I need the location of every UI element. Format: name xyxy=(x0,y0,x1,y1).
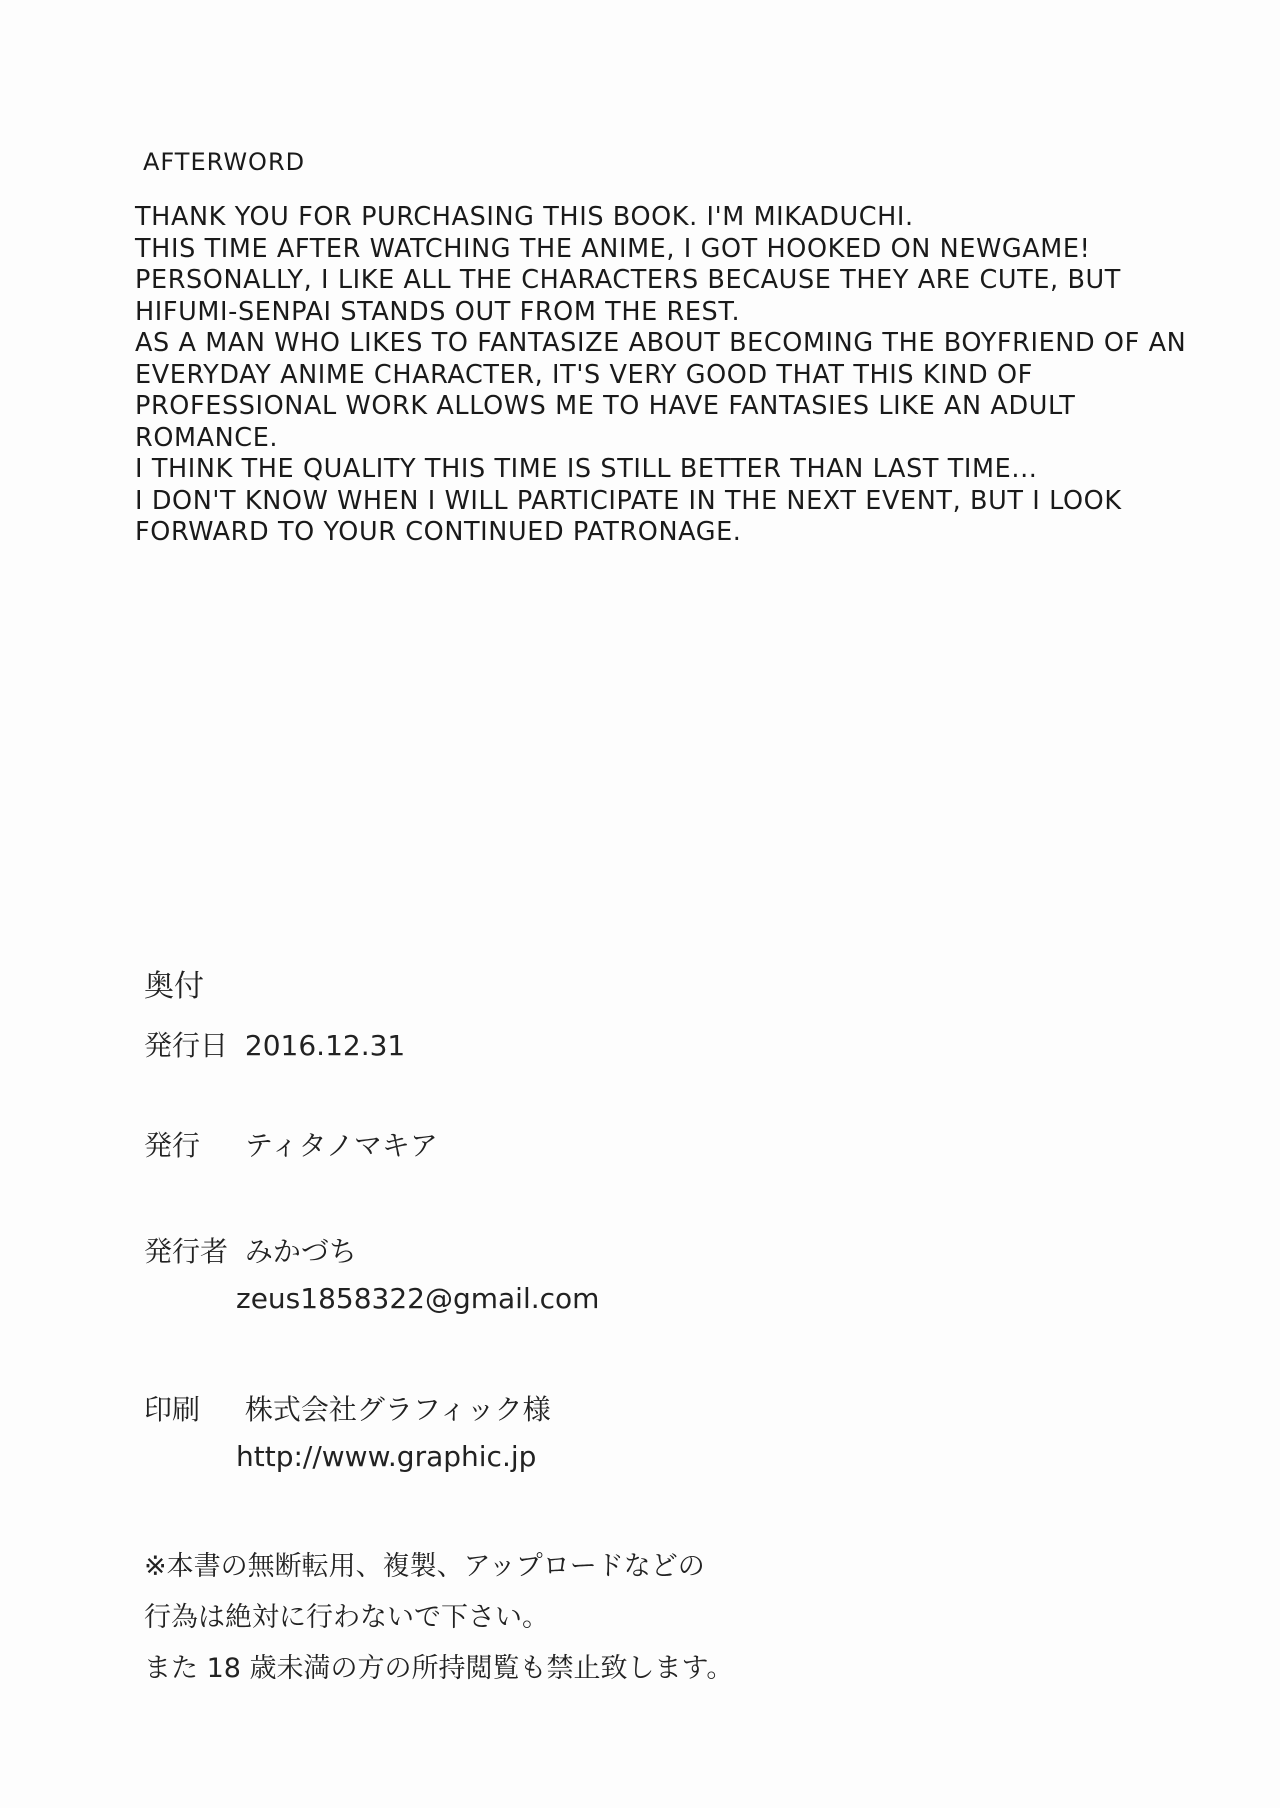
notice-line: また 18 歳未満の方の所持閲覧も禁止致します。 xyxy=(144,1653,734,1684)
afterword-title: AFTERWORD xyxy=(143,148,306,176)
printer-url[interactable]: http://www.graphic.jp xyxy=(236,1440,537,1473)
afterword-line: THANK YOU FOR PURCHASING THIS BOOK. I'M MIKADUCHI. xyxy=(135,202,914,232)
publisher-row xyxy=(144,1124,438,1164)
afterword-line: THIS TIME AFTER WATCHING THE ANIME, I GOT HOOKED ON NEWGAME! xyxy=(135,233,1091,264)
afterword-line: PERSONALLY, I LIKE ALL THE CHARACTERS BECAUSE THEY ARE CUTE, BUT xyxy=(135,265,1121,295)
colophon-heading: 奥付 xyxy=(144,969,204,1004)
afterword-line: AS A MAN WHO LIKES TO FANTASIZE ABOUT BECOMING THE BOYFRIEND OF AN xyxy=(135,328,1187,358)
afterword-line: EVERYDAY ANIME CHARACTER, IT'S VERY GOOD THAT THIS KIND OF xyxy=(135,359,1033,390)
notice-line: ※本書の無断転用、複製、アップロードなどの xyxy=(144,1551,705,1582)
notice-line: 行為は絶対に行わないで下さい。 xyxy=(144,1602,549,1633)
issuer-value: みかづち xyxy=(244,1235,357,1268)
printer-label: 印刷 xyxy=(144,1393,201,1426)
afterword-line: FORWARD TO YOUR CONTINUED PATRONAGE. xyxy=(135,517,742,547)
afterword-line: I THINK THE QUALITY THIS TIME IS STILL BETTER THAN LAST TIME... xyxy=(135,454,1038,484)
afterword-line: HIFUMI-SENPAI STANDS OUT FROM THE REST. xyxy=(135,296,741,327)
issuer-email[interactable]: zeus1858322@gmail.com xyxy=(236,1282,600,1315)
publish-date-value: 2016.12.31 xyxy=(244,1029,406,1062)
publisher-label: 発行 xyxy=(144,1129,201,1162)
publisher-value: ティタノマキア xyxy=(244,1129,438,1162)
afterword-line: I DON'T KNOW WHEN I WILL PARTICIPATE IN THE NEXT EVENT, BUT I LOOK xyxy=(135,485,1122,516)
afterword-line: PROFESSIONAL WORK ALLOWS ME TO HAVE FANTASIES LIKE AN ADULT xyxy=(135,391,1076,421)
printer-row xyxy=(144,1388,551,1428)
publish-date-row xyxy=(144,1024,405,1064)
publish-date-label: 発行日 xyxy=(144,1029,229,1062)
issuer-label: 発行者 xyxy=(144,1235,229,1268)
issuer-row xyxy=(144,1230,357,1270)
printer-value: 株式会社グラフィック様 xyxy=(244,1393,551,1426)
afterword-body xyxy=(135,202,1187,549)
afterword-line: ROMANCE. xyxy=(135,422,279,453)
